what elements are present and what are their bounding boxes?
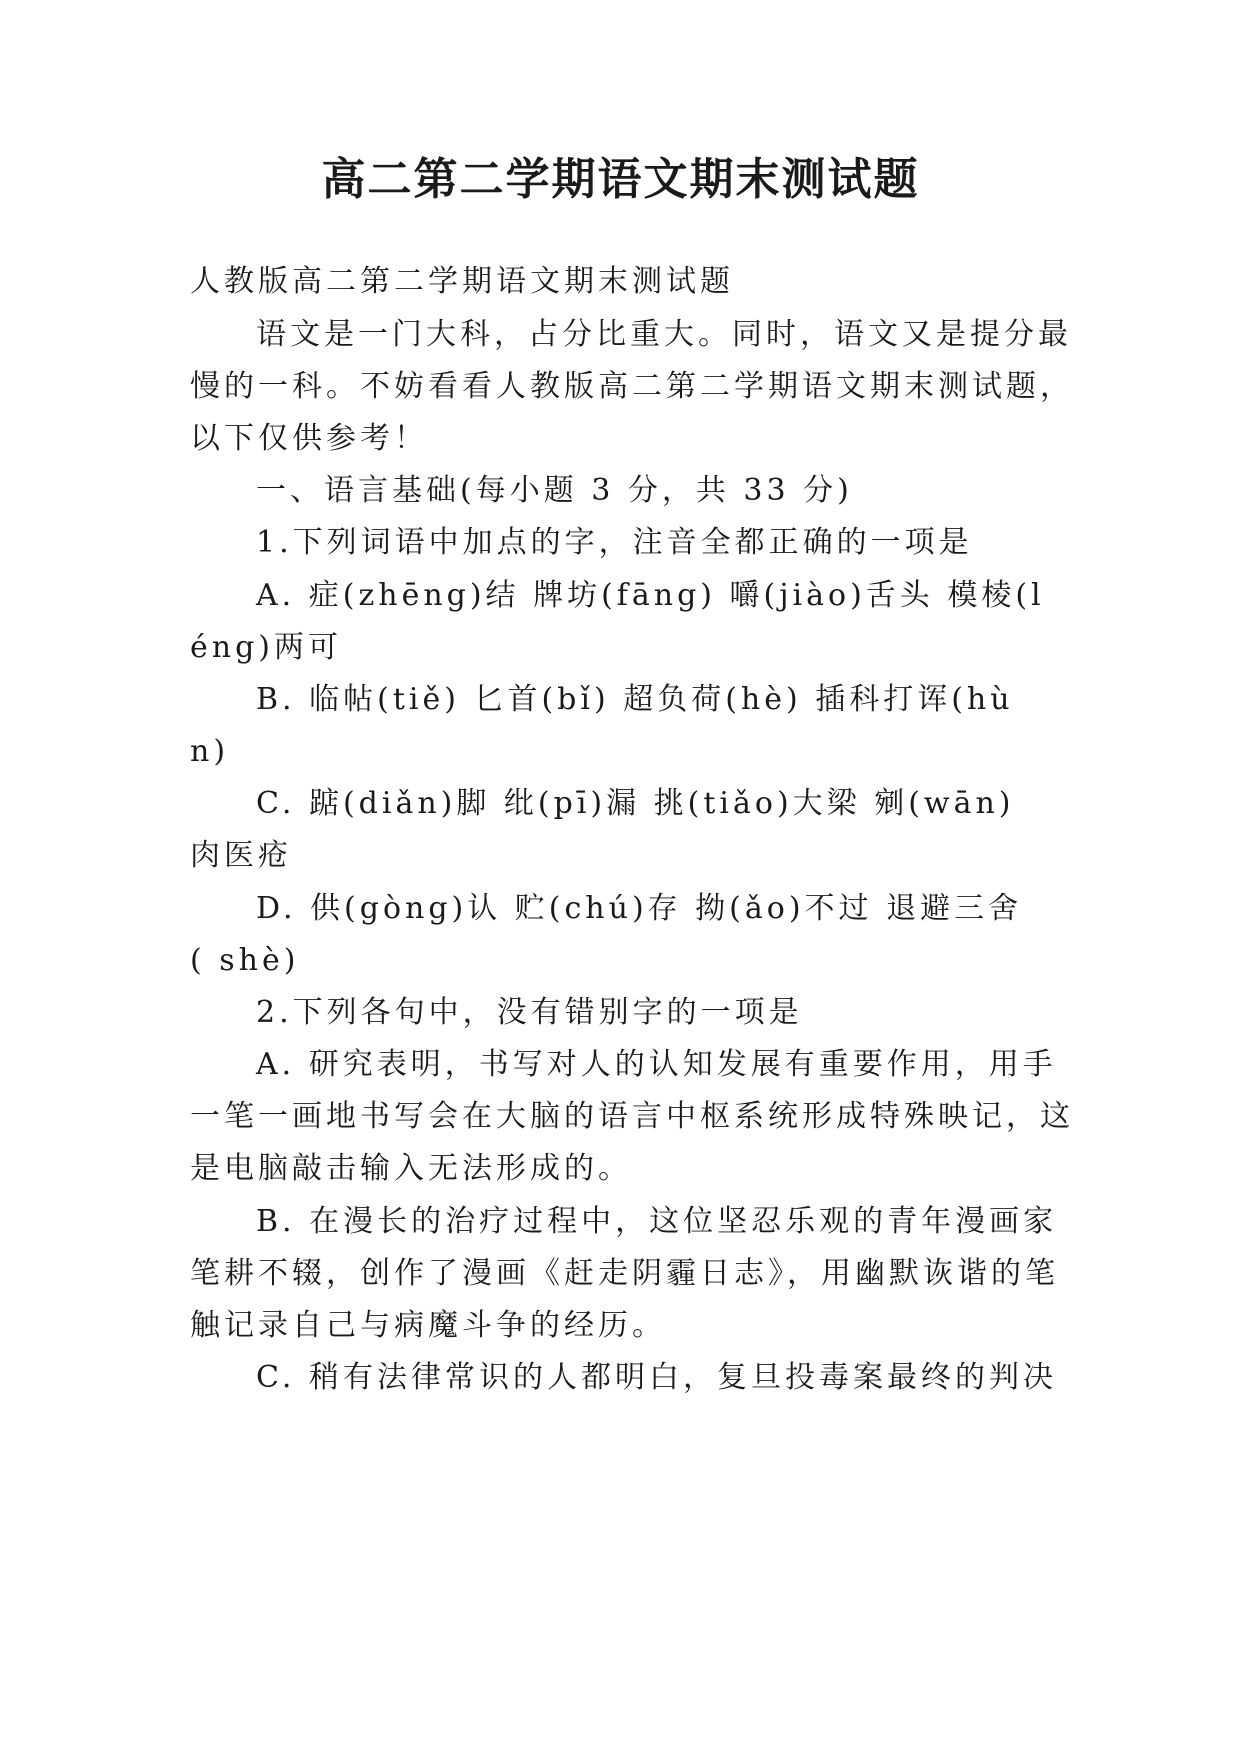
option-line: C. 稍有法律常识的人都明白，复旦投毒案最终的判决 bbox=[256, 1360, 1057, 1395]
option-line: B. 在漫长的治疗过程中，这位坚忍乐观的青年漫画家 bbox=[256, 1204, 1058, 1239]
paragraph-line: 慢的一科。不妨看看人教版高二第二学期语文期末测试题， bbox=[190, 369, 1074, 404]
option-line: 一笔一画地书写会在大脑的语言中枢系统形成特殊映记，这 bbox=[190, 1099, 1074, 1134]
option-line: D. 供(gòng)认 贮(chú)存 拗(ǎo)不过 退避三舍 bbox=[256, 891, 1023, 926]
option-line: A. 研究表明，书写对人的认知发展有重要作用，用手 bbox=[256, 1047, 1057, 1082]
option-line: B. 临帖(tiě) 匕首(bǐ) 超负荷(hè) 插科打诨(hù bbox=[256, 682, 1014, 717]
option-line: A. 症(zhēng)结 牌坊(fāng) 嚼(jiào)舌头 模棱(l bbox=[256, 578, 1045, 613]
question-line: 1.下列词语中加点的字，注音全都正确的一项是 bbox=[256, 525, 973, 560]
option-line: 笔耕不辍，创作了漫画《赶走阴霾日志》，用幽默诙谐的笔 bbox=[190, 1256, 1059, 1291]
option-line: C. 踮(diǎn)脚 纰(pī)漏 挑(tiǎo)大梁 剜(wān) bbox=[256, 786, 1015, 821]
section-heading: 一、语言基础(每小题 3 分，共 33 分) bbox=[256, 473, 853, 508]
option-line: 肉医疮 bbox=[190, 838, 292, 873]
option-line: ( shè) bbox=[190, 943, 300, 978]
option-line: n) bbox=[190, 734, 230, 769]
question-line: 2.下列各句中，没有错别字的一项是 bbox=[256, 995, 803, 1030]
paragraph-line: 以下仅供参考！ bbox=[190, 421, 428, 456]
subtitle-line: 人教版高二第二学期语文期末测试题 bbox=[190, 264, 734, 299]
document-title: 高二第二学期语文期末测试题 bbox=[321, 154, 920, 205]
option-line: 是电脑敲击输入无法形成的。 bbox=[190, 1151, 632, 1186]
option-line: éng)两可 bbox=[190, 630, 342, 665]
paragraph-line: 语文是一门大科，占分比重大。同时，语文又是提分最 bbox=[256, 317, 1072, 352]
option-line: 触记录自己与病魔斗争的经历。 bbox=[190, 1308, 666, 1343]
